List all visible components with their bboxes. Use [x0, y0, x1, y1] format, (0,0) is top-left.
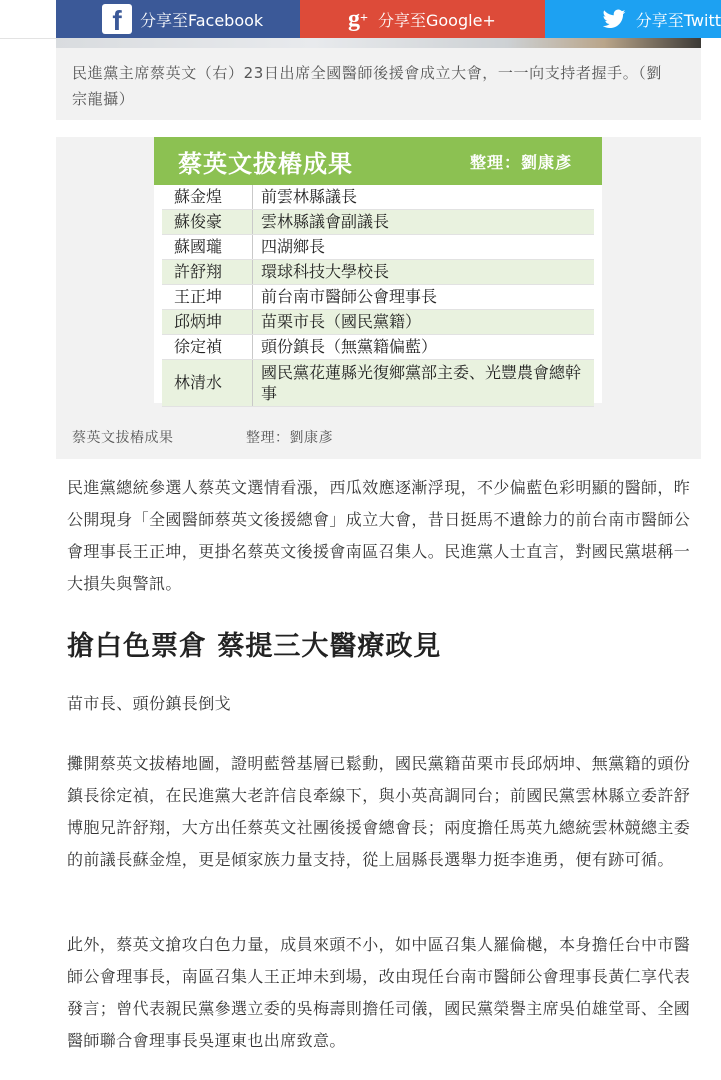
table-cell-role: 前雲林縣議長 — [253, 185, 595, 210]
table-row — [162, 235, 594, 260]
share-facebook-button[interactable] — [56, 0, 300, 38]
infographic-title: 蔡英文拔樁成果 — [178, 149, 353, 178]
top-divider — [0, 38, 56, 39]
infographic-box — [56, 137, 701, 459]
table-cell-name: 蘇俊豪 — [162, 210, 253, 235]
table-cell-name: 蘇國瓏 — [162, 235, 253, 260]
share-twitter-label: 分享至Twitt — [635, 10, 721, 30]
table-cell-name: 邱炳坤 — [162, 310, 253, 335]
infographic-caption: 蔡英文拔樁成果 整理：劉康彥 — [72, 430, 333, 446]
table-row — [162, 360, 594, 407]
facebook-icon: f — [102, 4, 132, 34]
table-row — [162, 185, 594, 210]
google-plus-icon: g + — [348, 5, 368, 32]
share-google-button[interactable] — [300, 0, 545, 38]
table-cell-name: 林清水 — [162, 360, 253, 407]
twitter-icon — [603, 8, 626, 30]
table-cell-role: 國民黨花蓮縣光復鄉黨部主委、光豐農會總幹事 — [253, 360, 595, 407]
infographic-image[interactable] — [154, 137, 602, 403]
infographic-header — [154, 137, 602, 185]
table-row — [162, 310, 594, 335]
table-cell-name: 王正坤 — [162, 285, 253, 310]
infographic-table — [162, 185, 594, 407]
share-facebook-label: 分享至Facebook — [140, 10, 264, 30]
article-paragraph: 此外，蔡英文搶攻白色力量，成員來頭不小，如中區召集人羅倫樾，本身擔任台中市醫師公會理事長，南區召集人王正坤未到場，改由現任台南市醫師公會理事長黃仁享代表發言；曾代表親民黨參選立委的吳梅壽則擔任司儀，國民黨榮譽主席吳伯雄堂哥、全國醫師聯合會理事長吳運東也出席致意。 — [67, 935, 691, 1050]
photo-caption: 民進黨主席蔡英文（右）23日出席全國醫師後援會成立大會，一一向支持者握手。（劉宗龍攝） — [72, 64, 662, 108]
table-row — [162, 335, 594, 360]
share-twitter-button[interactable] — [545, 0, 721, 38]
section-subheading: 苗市長、頭份鎮長倒戈 — [67, 694, 232, 713]
table-row — [162, 210, 594, 235]
table-row — [162, 285, 594, 310]
share-bar — [56, 0, 721, 38]
table-cell-role: 頭份鎮長（無黨籍偏藍） — [253, 335, 595, 360]
table-cell-role: 四湖鄉長 — [253, 235, 595, 260]
table-cell-name: 徐定禎 — [162, 335, 253, 360]
table-cell-name: 許舒翔 — [162, 260, 253, 285]
infographic-compiler: 整理：劉康彥 — [469, 152, 572, 172]
table-cell-role: 前台南市醫師公會理事長 — [253, 285, 595, 310]
photo-image[interactable] — [56, 38, 701, 48]
article-paragraph: 攤開蔡英文拔樁地圖，證明藍營基層已鬆動，國民黨籍苗栗市長邱炳坤、無黨籍的頭份鎮長徐定禎，在民進黨大老許信良牽線下，與小英高調同台；前國民黨雲林縣立委許舒博胞兄許舒翔，大方出任蔡英文社團後援會總會長；兩度擔任馬英九總統雲林競總主委的前議長蘇金煌，更是傾家族力量支持，從上屆縣長選舉力挺李進勇，便有跡可循。 — [67, 754, 691, 869]
share-google-label: 分享至Google+ — [377, 10, 496, 30]
table-cell-role: 苗栗市長（國民黨籍） — [253, 310, 595, 335]
photo-caption-box — [56, 38, 701, 120]
table-cell-role: 雲林縣議會副議長 — [253, 210, 595, 235]
table-cell-role: 環球科技大學校長 — [253, 260, 595, 285]
table-row — [162, 260, 594, 285]
table-cell-name: 蘇金煌 — [162, 185, 253, 210]
article-paragraph: 民進黨總統參選人蔡英文選情看漲，西瓜效應逐漸浮現，不少偏藍色彩明顯的醫師，昨公開現身「全國醫師蔡英文後援總會」成立大會，昔日挺馬不遺餘力的前台南市醫師公會理事長王正坤，更掛名蔡英文後援會南區召集人。民進黨人士直言，對國民黨堪稱一大損失與警訊。 — [67, 478, 691, 593]
section-heading: 搶白色票倉 蔡提三大醫療政見 — [67, 631, 442, 662]
